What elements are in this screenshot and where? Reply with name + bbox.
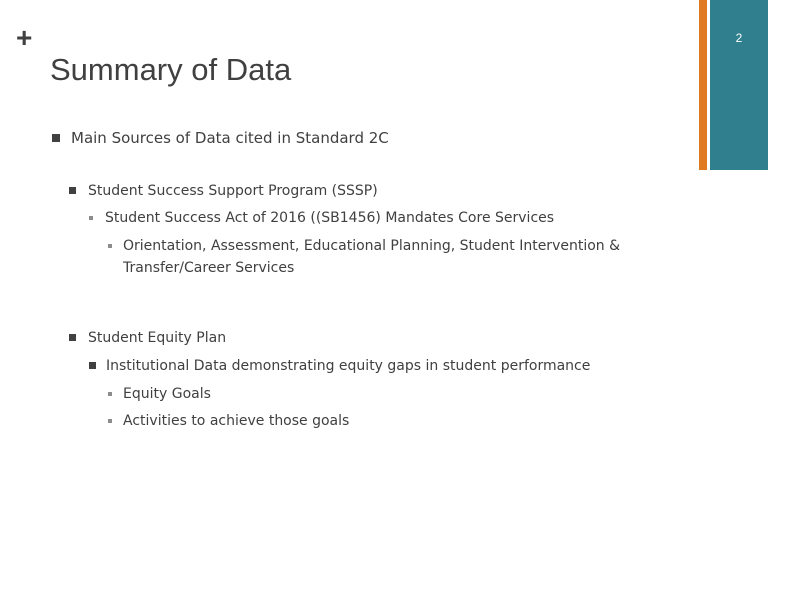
slide-number: 2: [735, 31, 743, 45]
list-item: Institutional Data demonstrating equity gaps in student performance: [106, 358, 591, 374]
square-bullet-icon: [52, 134, 60, 142]
square-bullet-icon: [69, 334, 76, 341]
list-subitem: Orientation, Assessment, Educational Planning, Student Intervention & Transfer/Career Services: [123, 238, 621, 276]
small-bullet-icon: [108, 244, 112, 248]
square-bullet-icon: [69, 187, 76, 194]
list-subitem: Equity Goals: [123, 386, 211, 402]
small-bullet-icon: [89, 216, 93, 220]
list-subitem: Activities to achieve those goals: [123, 413, 350, 429]
main-heading: Main Sources of Data cited in Standard 2C: [71, 129, 389, 147]
section-heading: Student Equity Plan: [88, 330, 227, 346]
square-bullet-icon: [89, 362, 96, 369]
section-heading: Student Success Support Program (SSSP): [88, 183, 378, 199]
slide-title: Summary of Data: [50, 52, 292, 87]
small-bullet-icon: [108, 392, 112, 396]
small-bullet-icon: [108, 419, 112, 423]
accent-bar-orange: [699, 0, 707, 170]
list-item: Student Success Act of 2016 ((SB1456) Mandates Core Services: [105, 210, 555, 226]
accent-bar-teal: [710, 0, 768, 170]
plus-marker: +: [16, 22, 33, 53]
